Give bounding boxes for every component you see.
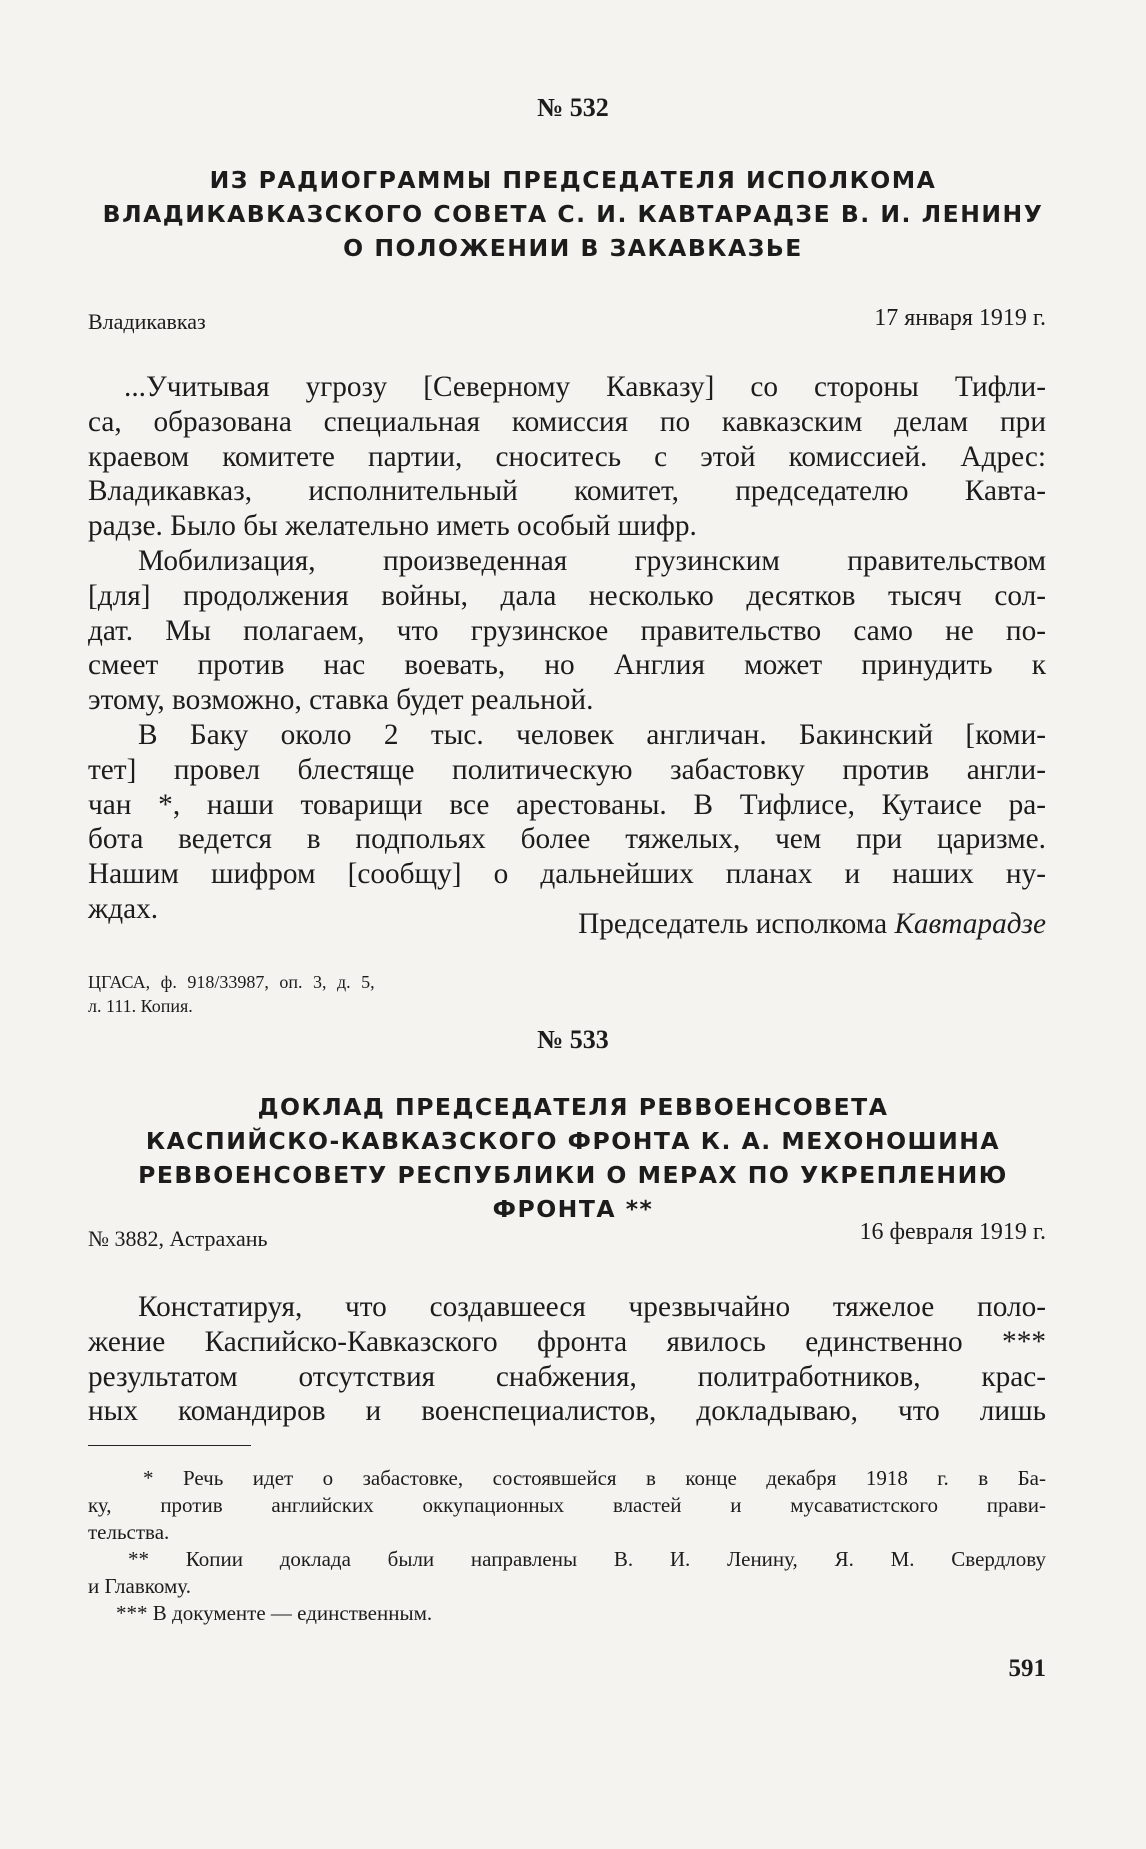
footnote-1-line: тельства. <box>88 1520 170 1544</box>
body-line: [для] продолжения войны, дала несколько десятков тысяч сол- <box>88 579 1046 612</box>
footnote-2-line: и Главкому. <box>88 1574 191 1598</box>
doc-533-place: № 3882, Астрахань <box>88 1226 268 1251</box>
signature-role: Председатель исполкома <box>578 908 888 940</box>
body-line: дат. Мы полагаем, что грузинское правительство само не по- <box>88 614 1046 647</box>
body-line: Констатируя, что создавшееся чрезвычайно тяжелое поло- <box>138 1291 1046 1323</box>
body-line: радзе. Было бы желательно иметь особый шифр. <box>88 510 697 543</box>
footnote-3: *** В документе — единственным. <box>116 1601 433 1625</box>
doc-532-source <box>88 970 375 1018</box>
doc-532-date: 17 января 1919 г. <box>874 305 1046 331</box>
source-line: ЦГАСА, ф. 918/33987, оп. 3, д. 5, <box>88 972 375 992</box>
doc-532-signature <box>578 908 1046 941</box>
doc-532-number: № 532 <box>537 93 609 122</box>
doc-533-body <box>88 1290 1046 1429</box>
body-line: ...Учитывая угрозу [Северному Кавказу] со стороны Тифли- <box>124 371 1046 403</box>
body-line: краевом комитете партии, сноситесь с этой комиссией. Адрес: <box>88 440 1046 473</box>
body-line: чан *, наши товарищи все арестованы. В Тифлисе, Кутаисе ра- <box>88 788 1046 821</box>
doc-533-date: 16 февраля 1919 г. <box>859 1219 1046 1245</box>
body-line: результатом отсутствия снабжения, политработников, крас- <box>88 1360 1046 1393</box>
body-line: смеет против нас воевать, но Англия может принудить к <box>88 649 1046 682</box>
doc-532-title-line: ИЗ РАДИОГРАММЫ ПРЕДСЕДАТЕЛЯ ИСПОЛКОМА <box>209 166 937 194</box>
doc-533-title <box>60 1090 1086 1226</box>
body-line: Мобилизация, произведенная грузинским правительством <box>138 544 1046 577</box>
source-line: л. 111. Копия. <box>88 996 193 1016</box>
body-line: ных командиров и военспециалистов, докладываю, что лишь <box>88 1395 1046 1428</box>
doc-532-title-line: ВЛАДИКАВКАЗСКОГО СОВЕТА С. И. КАВТАРАДЗЕ В. И. ЛЕНИНУ <box>102 200 1044 228</box>
doc-533-title-line: ФРОНТА ** <box>492 1195 654 1223</box>
body-line: бота ведется в подпольях более тяжелых, чем при царизме. <box>88 823 1046 856</box>
page-number: 591 <box>1008 1655 1046 1682</box>
doc-533-number: № 533 <box>537 1025 609 1054</box>
footnote-1-line: ку, против английских оккупационных властей и мусаватистского прави- <box>88 1493 1046 1517</box>
body-line: Нашим шифром [сообщу] о дальнейших планах и наших ну- <box>88 858 1046 891</box>
body-line: В Баку около 2 тыс. человек англичан. Бакинский [коми- <box>138 718 1046 751</box>
body-line: ждах. <box>88 892 159 925</box>
footnotes <box>88 1465 1046 1627</box>
body-line: жение Каспийско-Кавказского фронта явилось единственно *** <box>88 1325 1046 1358</box>
doc-533-title-line: РЕВВОЕНСОВЕТУ РЕСПУБЛИКИ О МЕРАХ ПО УКРЕПЛЕНИЮ <box>138 1161 1008 1189</box>
footnote-divider <box>88 1445 251 1446</box>
doc-532-place: Владикавказ <box>88 309 206 334</box>
body-line: са, образована специальная комиссия по кавказским делам при <box>88 405 1046 438</box>
signature-name: Кавтарадзе <box>894 908 1046 940</box>
body-line: этому, возможно, ставка будет реальной. <box>88 684 594 717</box>
doc-532-title-line: О ПОЛОЖЕНИИ В ЗАКАВКАЗЬЕ <box>343 234 803 262</box>
body-line: тет] провел блестяще политическую забастовку против англи- <box>88 753 1046 786</box>
body-line: Владикавказ, исполнительный комитет, председателю Кавта- <box>88 475 1046 508</box>
doc-533-title-line: ДОКЛАД ПРЕДСЕДАТЕЛЯ РЕВВОЕНСОВЕТА <box>257 1093 889 1121</box>
doc-532-title <box>60 163 1086 265</box>
footnote-2-line: ** Копии доклада были направлены В. И. Ленину, Я. М. Свердлову <box>128 1547 1046 1571</box>
doc-532-body <box>88 370 1046 927</box>
footnote-1-line: * Речь идет о забастовке, состоявшейся в конце декабря 1918 г. в Ба- <box>143 1466 1046 1490</box>
doc-533-title-line: КАСПИЙСКО-КАВКАЗСКОГО ФРОНТА К. А. МЕХОНОШИНА <box>145 1127 1001 1155</box>
